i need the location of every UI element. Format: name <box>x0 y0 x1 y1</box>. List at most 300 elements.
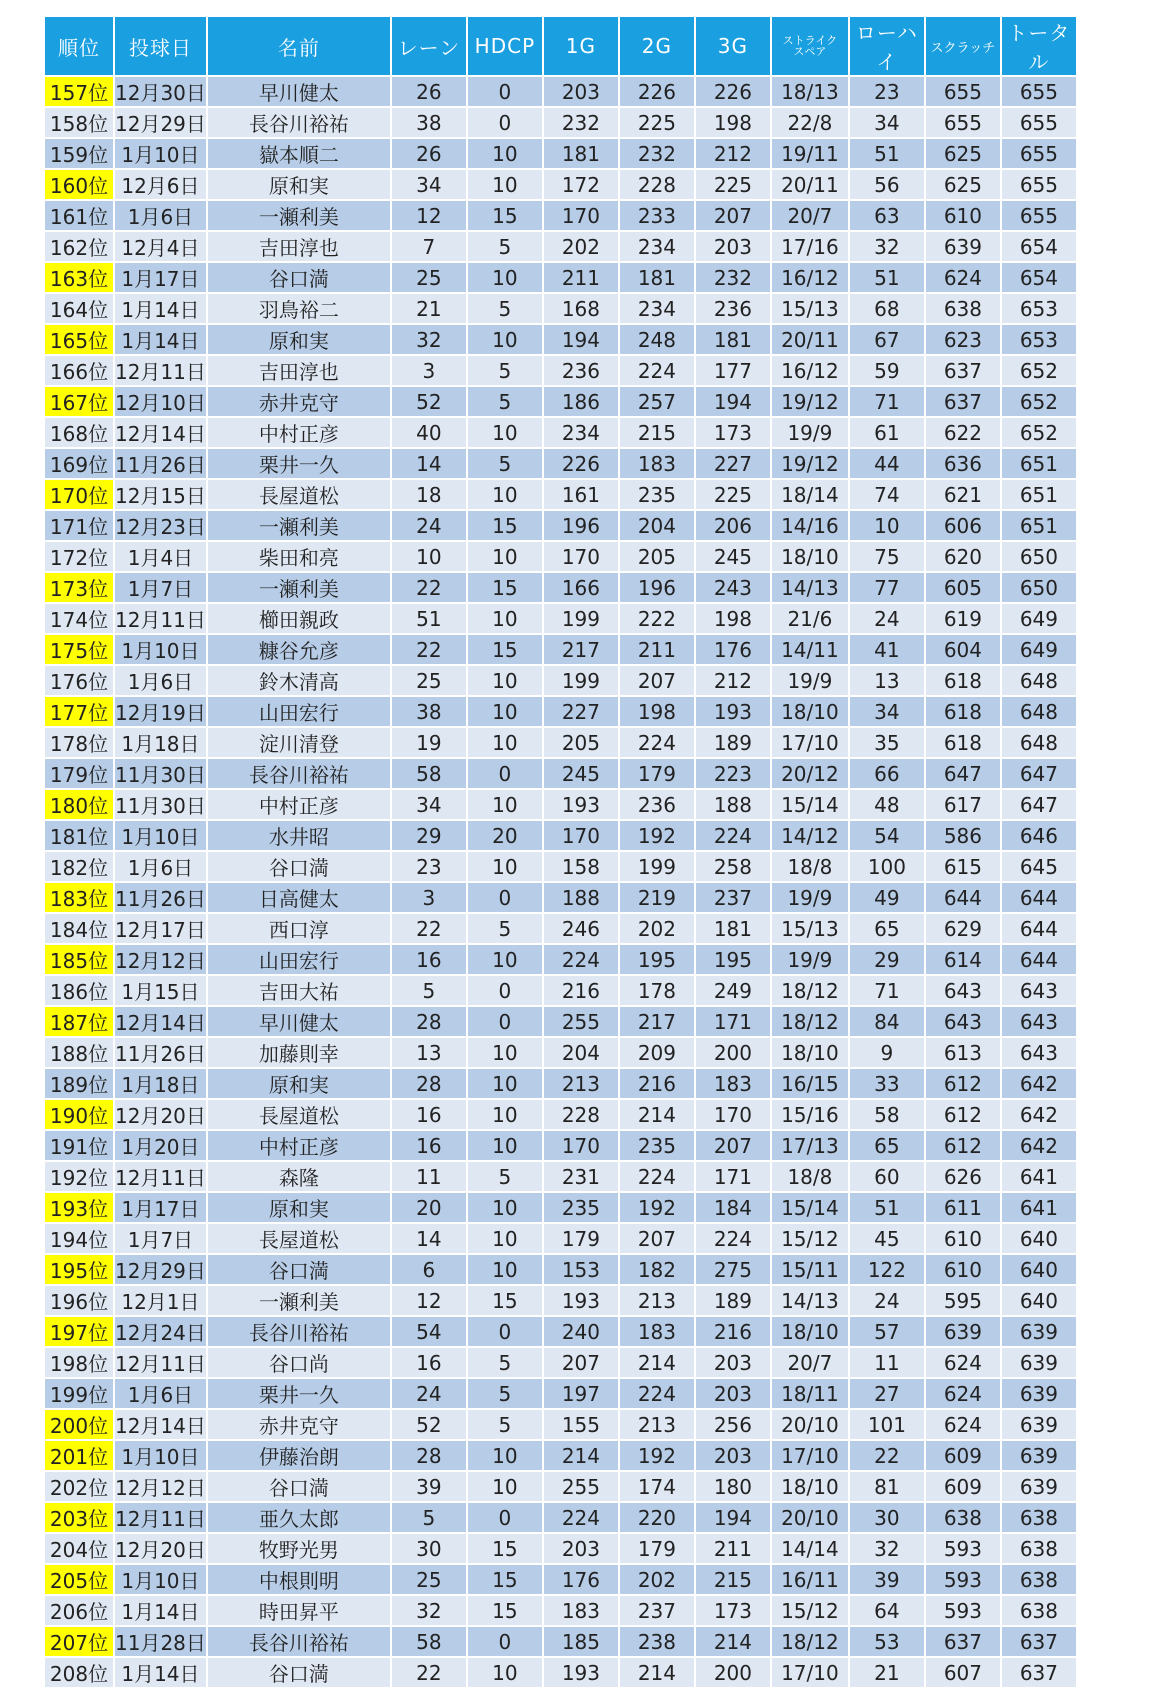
lane-cell: 28 <box>392 1007 466 1036</box>
game3-cell: 171 <box>696 1007 770 1036</box>
date-cell: 12月11日 <box>115 1162 206 1191</box>
total-cell: 645 <box>1002 852 1076 881</box>
scratch-cell: 639 <box>926 1317 1000 1346</box>
game3-cell: 198 <box>696 604 770 633</box>
date-cell: 12月29日 <box>115 1255 206 1284</box>
game3-cell: 194 <box>696 387 770 416</box>
header-date: 投球日 <box>115 17 206 75</box>
low-high-cell: 84 <box>850 1007 924 1036</box>
lane-cell: 22 <box>392 914 466 943</box>
total-cell: 647 <box>1002 790 1076 819</box>
hdcp-cell: 10 <box>468 728 542 757</box>
game2-cell: 192 <box>620 1193 694 1222</box>
name-cell: 栗井一久 <box>208 1379 390 1408</box>
lane-cell: 16 <box>392 945 466 974</box>
game2-cell: 224 <box>620 1379 694 1408</box>
rank-cell: 181位 <box>45 821 113 850</box>
game3-cell: 170 <box>696 1100 770 1129</box>
game1-cell: 193 <box>544 1286 618 1315</box>
hdcp-cell: 10 <box>468 170 542 199</box>
lane-cell: 34 <box>392 170 466 199</box>
game2-cell: 181 <box>620 263 694 292</box>
table-row <box>45 232 1076 261</box>
rank-cell: 189位 <box>45 1069 113 1098</box>
game1-cell: 240 <box>544 1317 618 1346</box>
game1-cell: 194 <box>544 325 618 354</box>
low-high-cell: 122 <box>850 1255 924 1284</box>
hdcp-cell: 5 <box>468 356 542 385</box>
strike-spare-cell: 18/14 <box>772 480 848 509</box>
total-cell: 640 <box>1002 1286 1076 1315</box>
low-high-cell: 9 <box>850 1038 924 1067</box>
game2-cell: 228 <box>620 170 694 199</box>
game3-cell: 232 <box>696 263 770 292</box>
date-cell: 12月11日 <box>115 356 206 385</box>
rank-cell: 187位 <box>45 1007 113 1036</box>
total-cell: 644 <box>1002 945 1076 974</box>
header-rank: 順位 <box>45 17 113 75</box>
name-cell: 亜久太郎 <box>208 1503 390 1532</box>
name-cell: 谷口満 <box>208 1658 390 1687</box>
name-cell: 中村正彦 <box>208 790 390 819</box>
lane-cell: 29 <box>392 821 466 850</box>
rank-cell: 195位 <box>45 1255 113 1284</box>
rank-cell: 159位 <box>45 139 113 168</box>
low-high-cell: 35 <box>850 728 924 757</box>
low-high-cell: 51 <box>850 263 924 292</box>
name-cell: 糠谷允彦 <box>208 635 390 664</box>
game1-cell: 170 <box>544 542 618 571</box>
hdcp-cell: 15 <box>468 511 542 540</box>
total-cell: 648 <box>1002 666 1076 695</box>
name-cell: 羽鳥裕二 <box>208 294 390 323</box>
game2-cell: 220 <box>620 1503 694 1532</box>
table-row <box>45 1627 1076 1656</box>
name-cell: 谷口満 <box>208 263 390 292</box>
name-cell: 長谷川裕祐 <box>208 759 390 788</box>
total-cell: 637 <box>1002 1627 1076 1656</box>
total-cell: 642 <box>1002 1100 1076 1129</box>
date-cell: 12月23日 <box>115 511 206 540</box>
game2-cell: 217 <box>620 1007 694 1036</box>
hdcp-cell: 10 <box>468 480 542 509</box>
total-cell: 655 <box>1002 170 1076 199</box>
date-cell: 1月20日 <box>115 1131 206 1160</box>
game3-cell: 203 <box>696 1379 770 1408</box>
game3-cell: 181 <box>696 325 770 354</box>
name-cell: 吉田淳也 <box>208 232 390 261</box>
low-high-cell: 49 <box>850 883 924 912</box>
date-cell: 1月15日 <box>115 976 206 1005</box>
scratch-cell: 609 <box>926 1472 1000 1501</box>
rank-cell: 185位 <box>45 945 113 974</box>
hdcp-cell: 10 <box>468 1193 542 1222</box>
game2-cell: 213 <box>620 1286 694 1315</box>
total-cell: 639 <box>1002 1441 1076 1470</box>
lane-cell: 22 <box>392 573 466 602</box>
game3-cell: 243 <box>696 573 770 602</box>
date-cell: 1月6日 <box>115 666 206 695</box>
lane-cell: 7 <box>392 232 466 261</box>
hdcp-cell: 0 <box>468 883 542 912</box>
game2-cell: 179 <box>620 759 694 788</box>
game1-cell: 255 <box>544 1472 618 1501</box>
date-cell: 12月30日 <box>115 77 206 106</box>
game2-cell: 182 <box>620 1255 694 1284</box>
total-cell: 638 <box>1002 1534 1076 1563</box>
table-row <box>45 1503 1076 1532</box>
game2-cell: 224 <box>620 1162 694 1191</box>
rank-cell: 173位 <box>45 573 113 602</box>
total-cell: 639 <box>1002 1348 1076 1377</box>
name-cell: 谷口満 <box>208 852 390 881</box>
low-high-cell: 65 <box>850 914 924 943</box>
rank-cell: 193位 <box>45 1193 113 1222</box>
table-row <box>45 697 1076 726</box>
hdcp-cell: 5 <box>468 1410 542 1439</box>
game2-cell: 205 <box>620 542 694 571</box>
game1-cell: 193 <box>544 790 618 819</box>
scratch-cell: 593 <box>926 1596 1000 1625</box>
table-row <box>45 542 1076 571</box>
game1-cell: 255 <box>544 1007 618 1036</box>
game2-cell: 215 <box>620 418 694 447</box>
table-row <box>45 418 1076 447</box>
hdcp-cell: 5 <box>468 914 542 943</box>
game3-cell: 207 <box>696 201 770 230</box>
date-cell: 1月4日 <box>115 542 206 571</box>
game3-cell: 200 <box>696 1658 770 1687</box>
scratch-cell: 610 <box>926 1224 1000 1253</box>
header-strike-spare: ストライク スペア <box>772 17 848 75</box>
lane-cell: 58 <box>392 1627 466 1656</box>
low-high-cell: 32 <box>850 232 924 261</box>
date-cell: 12月10日 <box>115 387 206 416</box>
lane-cell: 25 <box>392 666 466 695</box>
total-cell: 647 <box>1002 759 1076 788</box>
strike-spare-cell: 18/8 <box>772 852 848 881</box>
table-row <box>45 759 1076 788</box>
game2-cell: 235 <box>620 1131 694 1160</box>
total-cell: 653 <box>1002 325 1076 354</box>
strike-spare-cell: 18/12 <box>772 1007 848 1036</box>
hdcp-cell: 10 <box>468 1658 542 1687</box>
name-cell: 早川健太 <box>208 77 390 106</box>
name-cell: 赤井克守 <box>208 387 390 416</box>
lane-cell: 30 <box>392 1534 466 1563</box>
table-row <box>45 1379 1076 1408</box>
scratch-cell: 636 <box>926 449 1000 478</box>
game2-cell: 235 <box>620 480 694 509</box>
date-cell: 1月10日 <box>115 821 206 850</box>
lane-cell: 13 <box>392 1038 466 1067</box>
scratch-cell: 625 <box>926 139 1000 168</box>
game1-cell: 158 <box>544 852 618 881</box>
strike-spare-cell: 16/12 <box>772 356 848 385</box>
table-row <box>45 1007 1076 1036</box>
date-cell: 1月10日 <box>115 635 206 664</box>
name-cell: 長屋道松 <box>208 1224 390 1253</box>
game3-cell: 227 <box>696 449 770 478</box>
name-cell: 原和実 <box>208 1193 390 1222</box>
date-cell: 1月7日 <box>115 1224 206 1253</box>
lane-cell: 12 <box>392 1286 466 1315</box>
total-cell: 641 <box>1002 1162 1076 1191</box>
rank-cell: 198位 <box>45 1348 113 1377</box>
lane-cell: 58 <box>392 759 466 788</box>
game1-cell: 213 <box>544 1069 618 1098</box>
game3-cell: 193 <box>696 697 770 726</box>
game2-cell: 209 <box>620 1038 694 1067</box>
strike-spare-cell: 19/9 <box>772 883 848 912</box>
game1-cell: 203 <box>544 1534 618 1563</box>
game3-cell: 203 <box>696 1441 770 1470</box>
low-high-cell: 10 <box>850 511 924 540</box>
low-high-cell: 63 <box>850 201 924 230</box>
scratch-cell: 621 <box>926 480 1000 509</box>
hdcp-cell: 10 <box>468 666 542 695</box>
total-cell: 652 <box>1002 356 1076 385</box>
strike-spare-cell: 14/16 <box>772 511 848 540</box>
strike-spare-cell: 18/13 <box>772 77 848 106</box>
game2-cell: 236 <box>620 790 694 819</box>
rank-cell: 166位 <box>45 356 113 385</box>
hdcp-cell: 20 <box>468 821 542 850</box>
date-cell: 1月6日 <box>115 852 206 881</box>
total-cell: 655 <box>1002 139 1076 168</box>
date-cell: 12月20日 <box>115 1534 206 1563</box>
hdcp-cell: 0 <box>468 759 542 788</box>
table-row <box>45 1317 1076 1346</box>
scratch-cell: 605 <box>926 573 1000 602</box>
rank-cell: 206位 <box>45 1596 113 1625</box>
scratch-cell: 620 <box>926 542 1000 571</box>
total-cell: 655 <box>1002 108 1076 137</box>
scratch-cell: 610 <box>926 1255 1000 1284</box>
name-cell: 赤井克守 <box>208 1410 390 1439</box>
lane-cell: 52 <box>392 387 466 416</box>
date-cell: 12月19日 <box>115 697 206 726</box>
header-total: トータル <box>1002 17 1076 75</box>
strike-spare-cell: 19/9 <box>772 418 848 447</box>
game1-cell: 228 <box>544 1100 618 1129</box>
total-cell: 641 <box>1002 1193 1076 1222</box>
name-cell: 吉田淳也 <box>208 356 390 385</box>
table-row <box>45 1472 1076 1501</box>
ranking-table <box>43 15 1078 1689</box>
name-cell: 淀川清登 <box>208 728 390 757</box>
game1-cell: 181 <box>544 139 618 168</box>
game1-cell: 236 <box>544 356 618 385</box>
table-row <box>45 976 1076 1005</box>
low-high-cell: 48 <box>850 790 924 819</box>
date-cell: 1月14日 <box>115 325 206 354</box>
scratch-cell: 637 <box>926 356 1000 385</box>
scratch-cell: 643 <box>926 976 1000 1005</box>
game1-cell: 176 <box>544 1565 618 1594</box>
lane-cell: 40 <box>392 418 466 447</box>
game3-cell: 249 <box>696 976 770 1005</box>
game1-cell: 211 <box>544 263 618 292</box>
rank-cell: 172位 <box>45 542 113 571</box>
header-low-high: ローハイ <box>850 17 924 75</box>
rank-cell: 199位 <box>45 1379 113 1408</box>
hdcp-cell: 10 <box>468 263 542 292</box>
name-cell: 日高健太 <box>208 883 390 912</box>
lane-cell: 38 <box>392 108 466 137</box>
game2-cell: 192 <box>620 1441 694 1470</box>
total-cell: 648 <box>1002 728 1076 757</box>
date-cell: 1月14日 <box>115 1658 206 1687</box>
game3-cell: 236 <box>696 294 770 323</box>
table-row <box>45 1255 1076 1284</box>
scratch-cell: 626 <box>926 1162 1000 1191</box>
strike-spare-cell: 18/8 <box>772 1162 848 1191</box>
game1-cell: 155 <box>544 1410 618 1439</box>
game2-cell: 179 <box>620 1534 694 1563</box>
total-cell: 650 <box>1002 573 1076 602</box>
hdcp-cell: 15 <box>468 1286 542 1315</box>
total-cell: 638 <box>1002 1565 1076 1594</box>
low-high-cell: 66 <box>850 759 924 788</box>
rank-cell: 190位 <box>45 1100 113 1129</box>
total-cell: 649 <box>1002 604 1076 633</box>
name-cell: 長谷川裕祐 <box>208 1627 390 1656</box>
date-cell: 1月10日 <box>115 139 206 168</box>
date-cell: 1月18日 <box>115 1069 206 1098</box>
game2-cell: 178 <box>620 976 694 1005</box>
table-row <box>45 108 1076 137</box>
date-cell: 1月17日 <box>115 1193 206 1222</box>
name-cell: 一瀬利美 <box>208 1286 390 1315</box>
scratch-cell: 624 <box>926 1410 1000 1439</box>
hdcp-cell: 10 <box>468 697 542 726</box>
game1-cell: 224 <box>544 1503 618 1532</box>
total-cell: 651 <box>1002 449 1076 478</box>
strike-spare-cell: 18/12 <box>772 1627 848 1656</box>
name-cell: 西口淳 <box>208 914 390 943</box>
strike-spare-cell: 14/11 <box>772 635 848 664</box>
game2-cell: 233 <box>620 201 694 230</box>
low-high-cell: 100 <box>850 852 924 881</box>
name-cell: 原和実 <box>208 1069 390 1098</box>
rank-cell: 183位 <box>45 883 113 912</box>
name-cell: 一瀬利美 <box>208 511 390 540</box>
rank-cell: 178位 <box>45 728 113 757</box>
table-row <box>45 635 1076 664</box>
game2-cell: 204 <box>620 511 694 540</box>
rank-cell: 176位 <box>45 666 113 695</box>
scratch-cell: 639 <box>926 232 1000 261</box>
strike-spare-cell: 20/12 <box>772 759 848 788</box>
rank-cell: 161位 <box>45 201 113 230</box>
game3-cell: 224 <box>696 1224 770 1253</box>
date-cell: 1月14日 <box>115 294 206 323</box>
hdcp-cell: 0 <box>468 1627 542 1656</box>
table-row <box>45 883 1076 912</box>
name-cell: 櫛田親政 <box>208 604 390 633</box>
total-cell: 638 <box>1002 1503 1076 1532</box>
game2-cell: 198 <box>620 697 694 726</box>
strike-spare-cell: 17/10 <box>772 1658 848 1687</box>
game1-cell: 217 <box>544 635 618 664</box>
game3-cell: 203 <box>696 232 770 261</box>
rank-cell: 205位 <box>45 1565 113 1594</box>
scratch-cell: 647 <box>926 759 1000 788</box>
game2-cell: 224 <box>620 356 694 385</box>
table-row <box>45 1658 1076 1687</box>
strike-spare-cell: 16/11 <box>772 1565 848 1594</box>
name-cell: 長屋道松 <box>208 480 390 509</box>
strike-spare-cell: 14/13 <box>772 573 848 602</box>
low-high-cell: 24 <box>850 604 924 633</box>
scratch-cell: 613 <box>926 1038 1000 1067</box>
table-row <box>45 1348 1076 1377</box>
header-lane: レーン <box>392 17 466 75</box>
date-cell: 1月10日 <box>115 1565 206 1594</box>
table-row <box>45 201 1076 230</box>
scratch-cell: 618 <box>926 697 1000 726</box>
date-cell: 12月1日 <box>115 1286 206 1315</box>
scratch-cell: 644 <box>926 883 1000 912</box>
lane-cell: 21 <box>392 294 466 323</box>
rank-cell: 196位 <box>45 1286 113 1315</box>
name-cell: 早川健太 <box>208 1007 390 1036</box>
game1-cell: 197 <box>544 1379 618 1408</box>
rank-cell: 184位 <box>45 914 113 943</box>
game3-cell: 207 <box>696 1131 770 1160</box>
hdcp-cell: 10 <box>468 325 542 354</box>
table-row <box>45 1596 1076 1625</box>
total-cell: 640 <box>1002 1224 1076 1253</box>
game3-cell: 189 <box>696 728 770 757</box>
total-cell: 654 <box>1002 232 1076 261</box>
name-cell: 中村正彦 <box>208 418 390 447</box>
game2-cell: 216 <box>620 1069 694 1098</box>
scratch-cell: 655 <box>926 108 1000 137</box>
hdcp-cell: 10 <box>468 1224 542 1253</box>
table-row <box>45 511 1076 540</box>
date-cell: 1月10日 <box>115 1441 206 1470</box>
table-row <box>45 945 1076 974</box>
game2-cell: 213 <box>620 1410 694 1439</box>
game2-cell: 222 <box>620 604 694 633</box>
total-cell: 655 <box>1002 77 1076 106</box>
game3-cell: 188 <box>696 790 770 819</box>
table-row <box>45 449 1076 478</box>
game2-cell: 196 <box>620 573 694 602</box>
lane-cell: 26 <box>392 77 466 106</box>
name-cell: 加藤則幸 <box>208 1038 390 1067</box>
lane-cell: 16 <box>392 1100 466 1129</box>
total-cell: 643 <box>1002 1007 1076 1036</box>
hdcp-cell: 5 <box>468 1162 542 1191</box>
table-row <box>45 263 1076 292</box>
date-cell: 12月12日 <box>115 1472 206 1501</box>
rank-cell: 168位 <box>45 418 113 447</box>
rank-cell: 175位 <box>45 635 113 664</box>
low-high-cell: 27 <box>850 1379 924 1408</box>
scratch-cell: 655 <box>926 77 1000 106</box>
date-cell: 12月15日 <box>115 480 206 509</box>
game3-cell: 223 <box>696 759 770 788</box>
low-high-cell: 60 <box>850 1162 924 1191</box>
hdcp-cell: 10 <box>468 1100 542 1129</box>
game3-cell: 225 <box>696 480 770 509</box>
lane-cell: 22 <box>392 1658 466 1687</box>
game1-cell: 203 <box>544 77 618 106</box>
hdcp-cell: 5 <box>468 449 542 478</box>
